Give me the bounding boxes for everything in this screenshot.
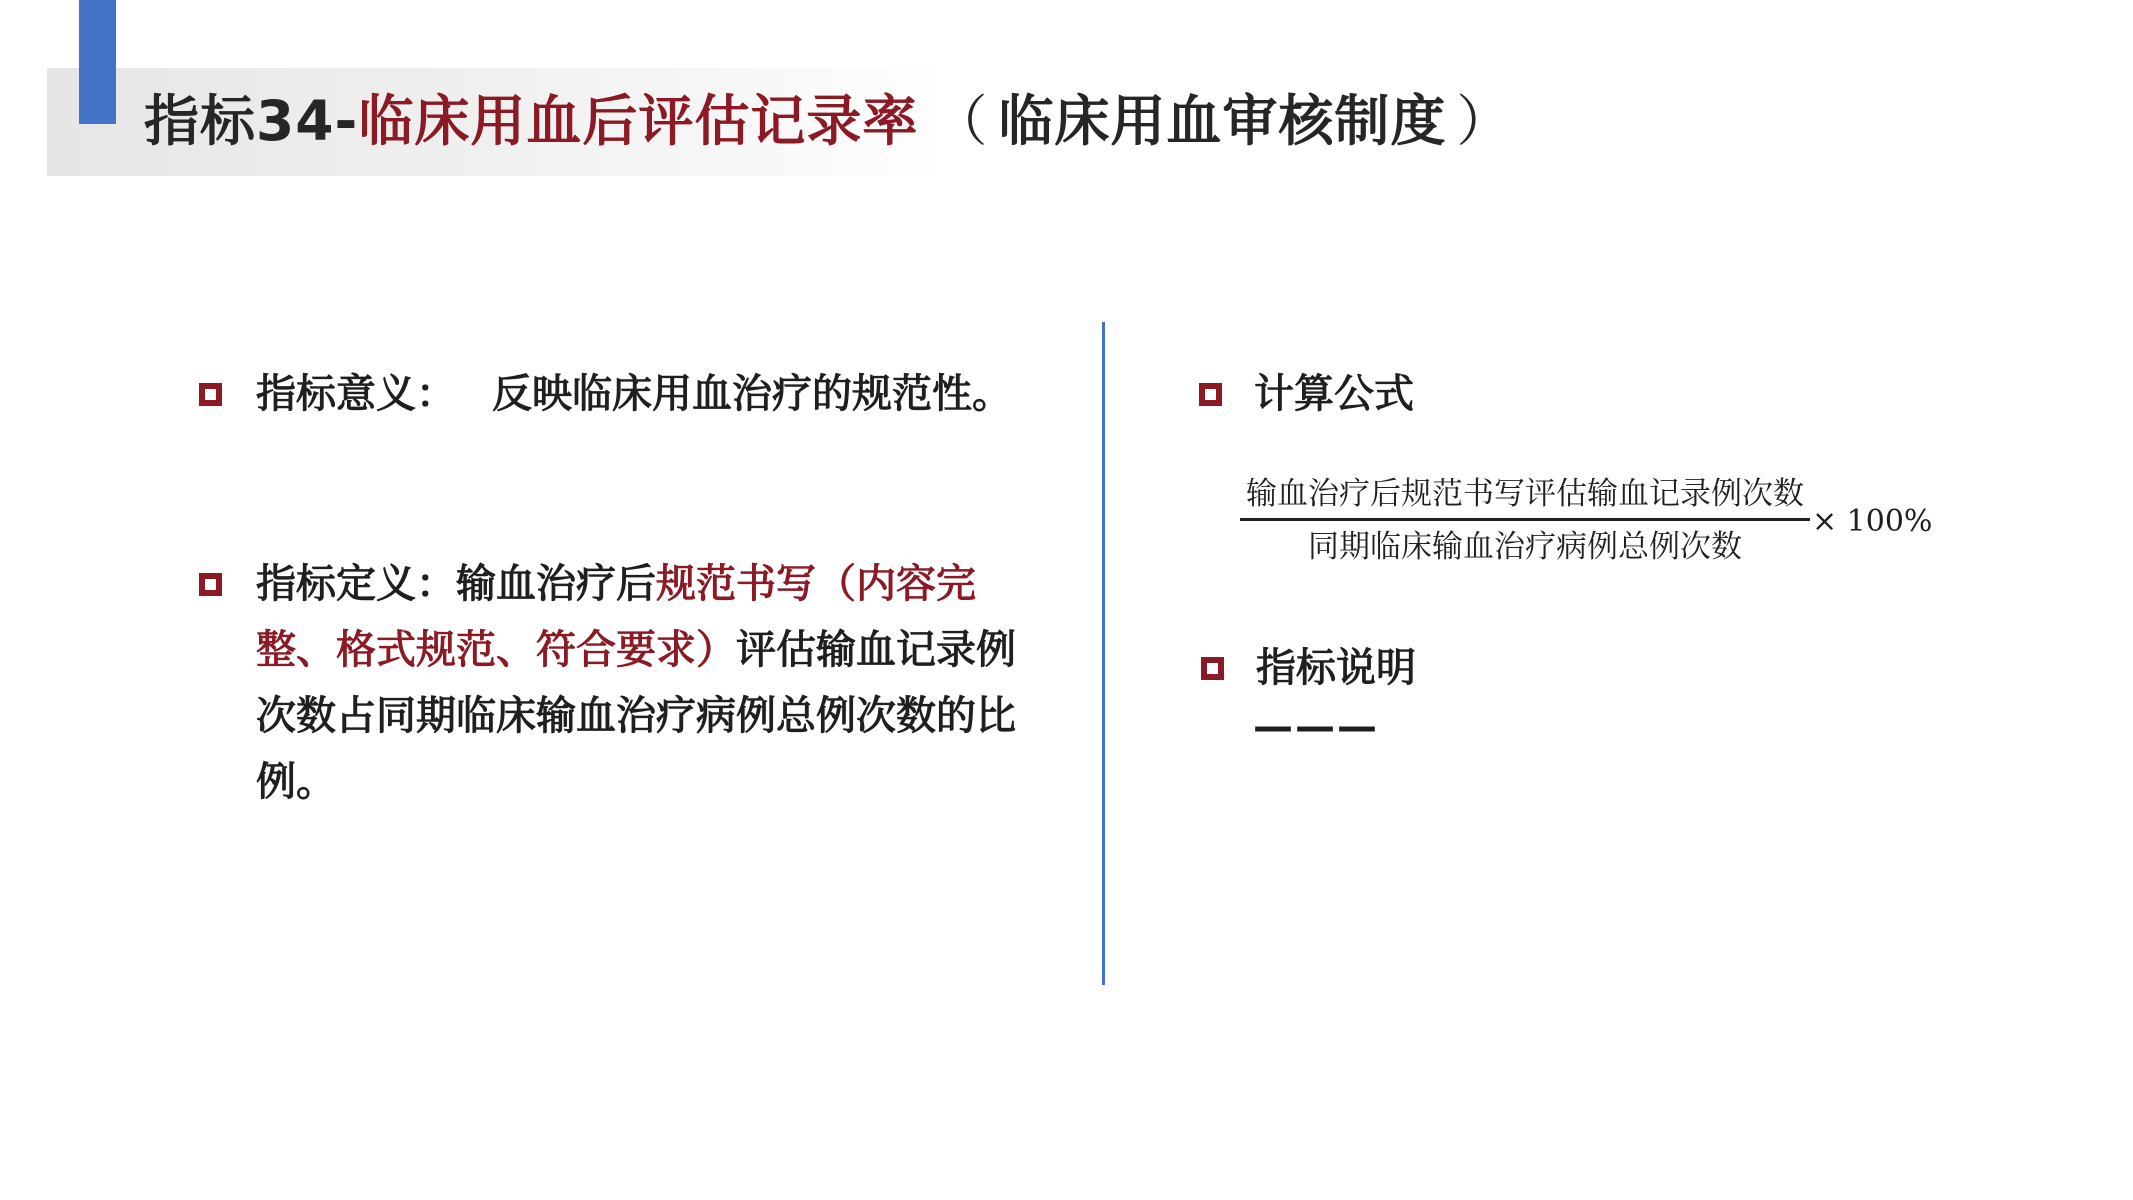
note-label: 指标说明	[1256, 645, 1416, 691]
formula-multiplier: × 100%	[1812, 504, 1933, 539]
bullet-square-icon	[199, 383, 222, 406]
formula-label: 计算公式	[1254, 371, 1414, 417]
title-paren-open: （	[932, 89, 989, 153]
formula-fraction	[1240, 472, 1810, 569]
bullet-square-icon	[1199, 383, 1222, 406]
title-accent-bar	[79, 0, 116, 124]
note-text: ———	[1253, 704, 1379, 750]
bullet-square-icon	[199, 573, 222, 596]
bullet-square-icon	[1201, 657, 1224, 680]
title-prefix: 指标34-	[144, 89, 359, 153]
meaning-item	[256, 366, 1012, 422]
definition-label: 指标定义：	[256, 561, 456, 607]
title-highlight: 临床用血后评估记录率	[358, 89, 919, 153]
column-divider	[1102, 322, 1105, 985]
page-title	[144, 88, 1512, 154]
definition-text-before: 输血治疗后	[456, 561, 656, 607]
meaning-text: 反映临床用血治疗的规范性。	[492, 371, 1012, 417]
definition-highlight: 规范书写（内容完整、格式规范、符合要求）	[256, 561, 976, 673]
formula-denominator: 同期临床输血治疗病例总例次数	[1308, 529, 1742, 565]
formula-numerator: 输血治疗后规范书写评估输血记录例次数	[1246, 476, 1804, 512]
title-paren-close: ）	[1456, 89, 1513, 153]
fraction-line	[1240, 518, 1810, 521]
title-subject: 临床用血审核制度	[998, 89, 1447, 153]
definition-item	[256, 551, 1016, 815]
meaning-label: 指标意义：	[256, 371, 456, 417]
definition-text-after: 评估输血记录例次数占同期临床输血治疗病例总例次数的比例。	[256, 627, 1016, 805]
